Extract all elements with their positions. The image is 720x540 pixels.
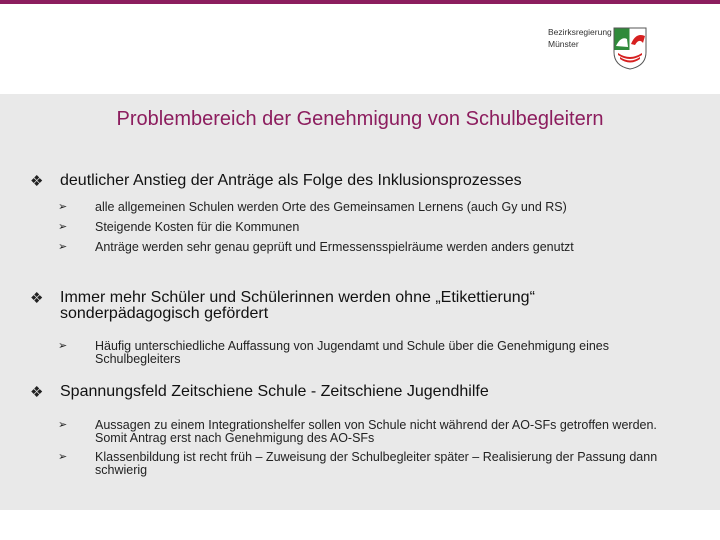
arrow-bullet-icon: ➢ bbox=[58, 201, 68, 213]
sub-bullet-text: Steigende Kosten für die Kommunen bbox=[95, 220, 300, 234]
arrow-bullet-icon: ➢ bbox=[58, 221, 68, 233]
organization-name bbox=[548, 26, 612, 50]
arrow-bullet-icon: ➢ bbox=[58, 419, 68, 431]
sub-bullet bbox=[58, 419, 700, 444]
diamond-bullet-icon: ❖ bbox=[30, 173, 44, 190]
sub-bullet bbox=[58, 241, 700, 254]
slide-footer bbox=[0, 510, 720, 540]
sub-bullet bbox=[58, 221, 700, 234]
sub-bullet bbox=[58, 451, 700, 476]
bullet-point-text: Immer mehr Schüler und Schülerinnen werden ohne „Etikettierung“ sonderpädagogisch gefördert bbox=[60, 289, 535, 322]
diamond-bullet-icon: ❖ bbox=[30, 384, 44, 401]
sub-bullet-text: Aussagen zu einem Integrationshelfer sollen von Schule nicht während der AO-SFs getroffen werden. Somit Antrag erst nach Genehmigung des AO-SFs bbox=[95, 418, 657, 445]
sub-bullet bbox=[58, 340, 700, 365]
organization-name-line2: Münster bbox=[548, 39, 579, 49]
slide-content bbox=[0, 94, 720, 510]
nrw-coat-of-arms-icon bbox=[612, 26, 648, 70]
arrow-bullet-icon: ➢ bbox=[58, 451, 68, 463]
sub-bullet-text: Häufig unterschiedliche Auffassung von Jugendamt und Schule über die Genehmigung eines Schulbegleiters bbox=[95, 339, 610, 366]
arrow-bullet-icon: ➢ bbox=[58, 241, 68, 253]
slide-header bbox=[0, 4, 720, 94]
organization-name-line1: Bezirksregierung bbox=[548, 27, 612, 37]
bullet-point-text: deutlicher Anstieg der Anträge als Folge des Inklusionsprozesses bbox=[60, 172, 522, 189]
bullet-point-3 bbox=[30, 384, 700, 483]
sub-bullet bbox=[58, 201, 700, 214]
bullet-point-1 bbox=[30, 173, 700, 261]
arrow-bullet-icon: ➢ bbox=[58, 340, 68, 352]
slide-title: Problembereich der Genehmigung von Schulbegleitern bbox=[116, 108, 604, 130]
sub-bullet-text: Klassenbildung ist recht früh – Zuweisung der Schulbegleiter später – Realisierung der Passung dann schwierig bbox=[95, 450, 658, 477]
sub-bullet-text: alle allgemeinen Schulen werden Orte des Gemeinsamen Lernens (auch Gy und RS) bbox=[95, 200, 567, 214]
bullet-point-2 bbox=[30, 290, 700, 372]
diamond-bullet-icon: ❖ bbox=[30, 290, 44, 307]
bullet-point-text: Spannungsfeld Zeitschiene Schule - Zeitschiene Jugendhilfe bbox=[60, 383, 489, 400]
sub-bullet-text: Anträge werden sehr genau geprüft und Ermessensspielräume werden anders genutzt bbox=[95, 240, 574, 254]
